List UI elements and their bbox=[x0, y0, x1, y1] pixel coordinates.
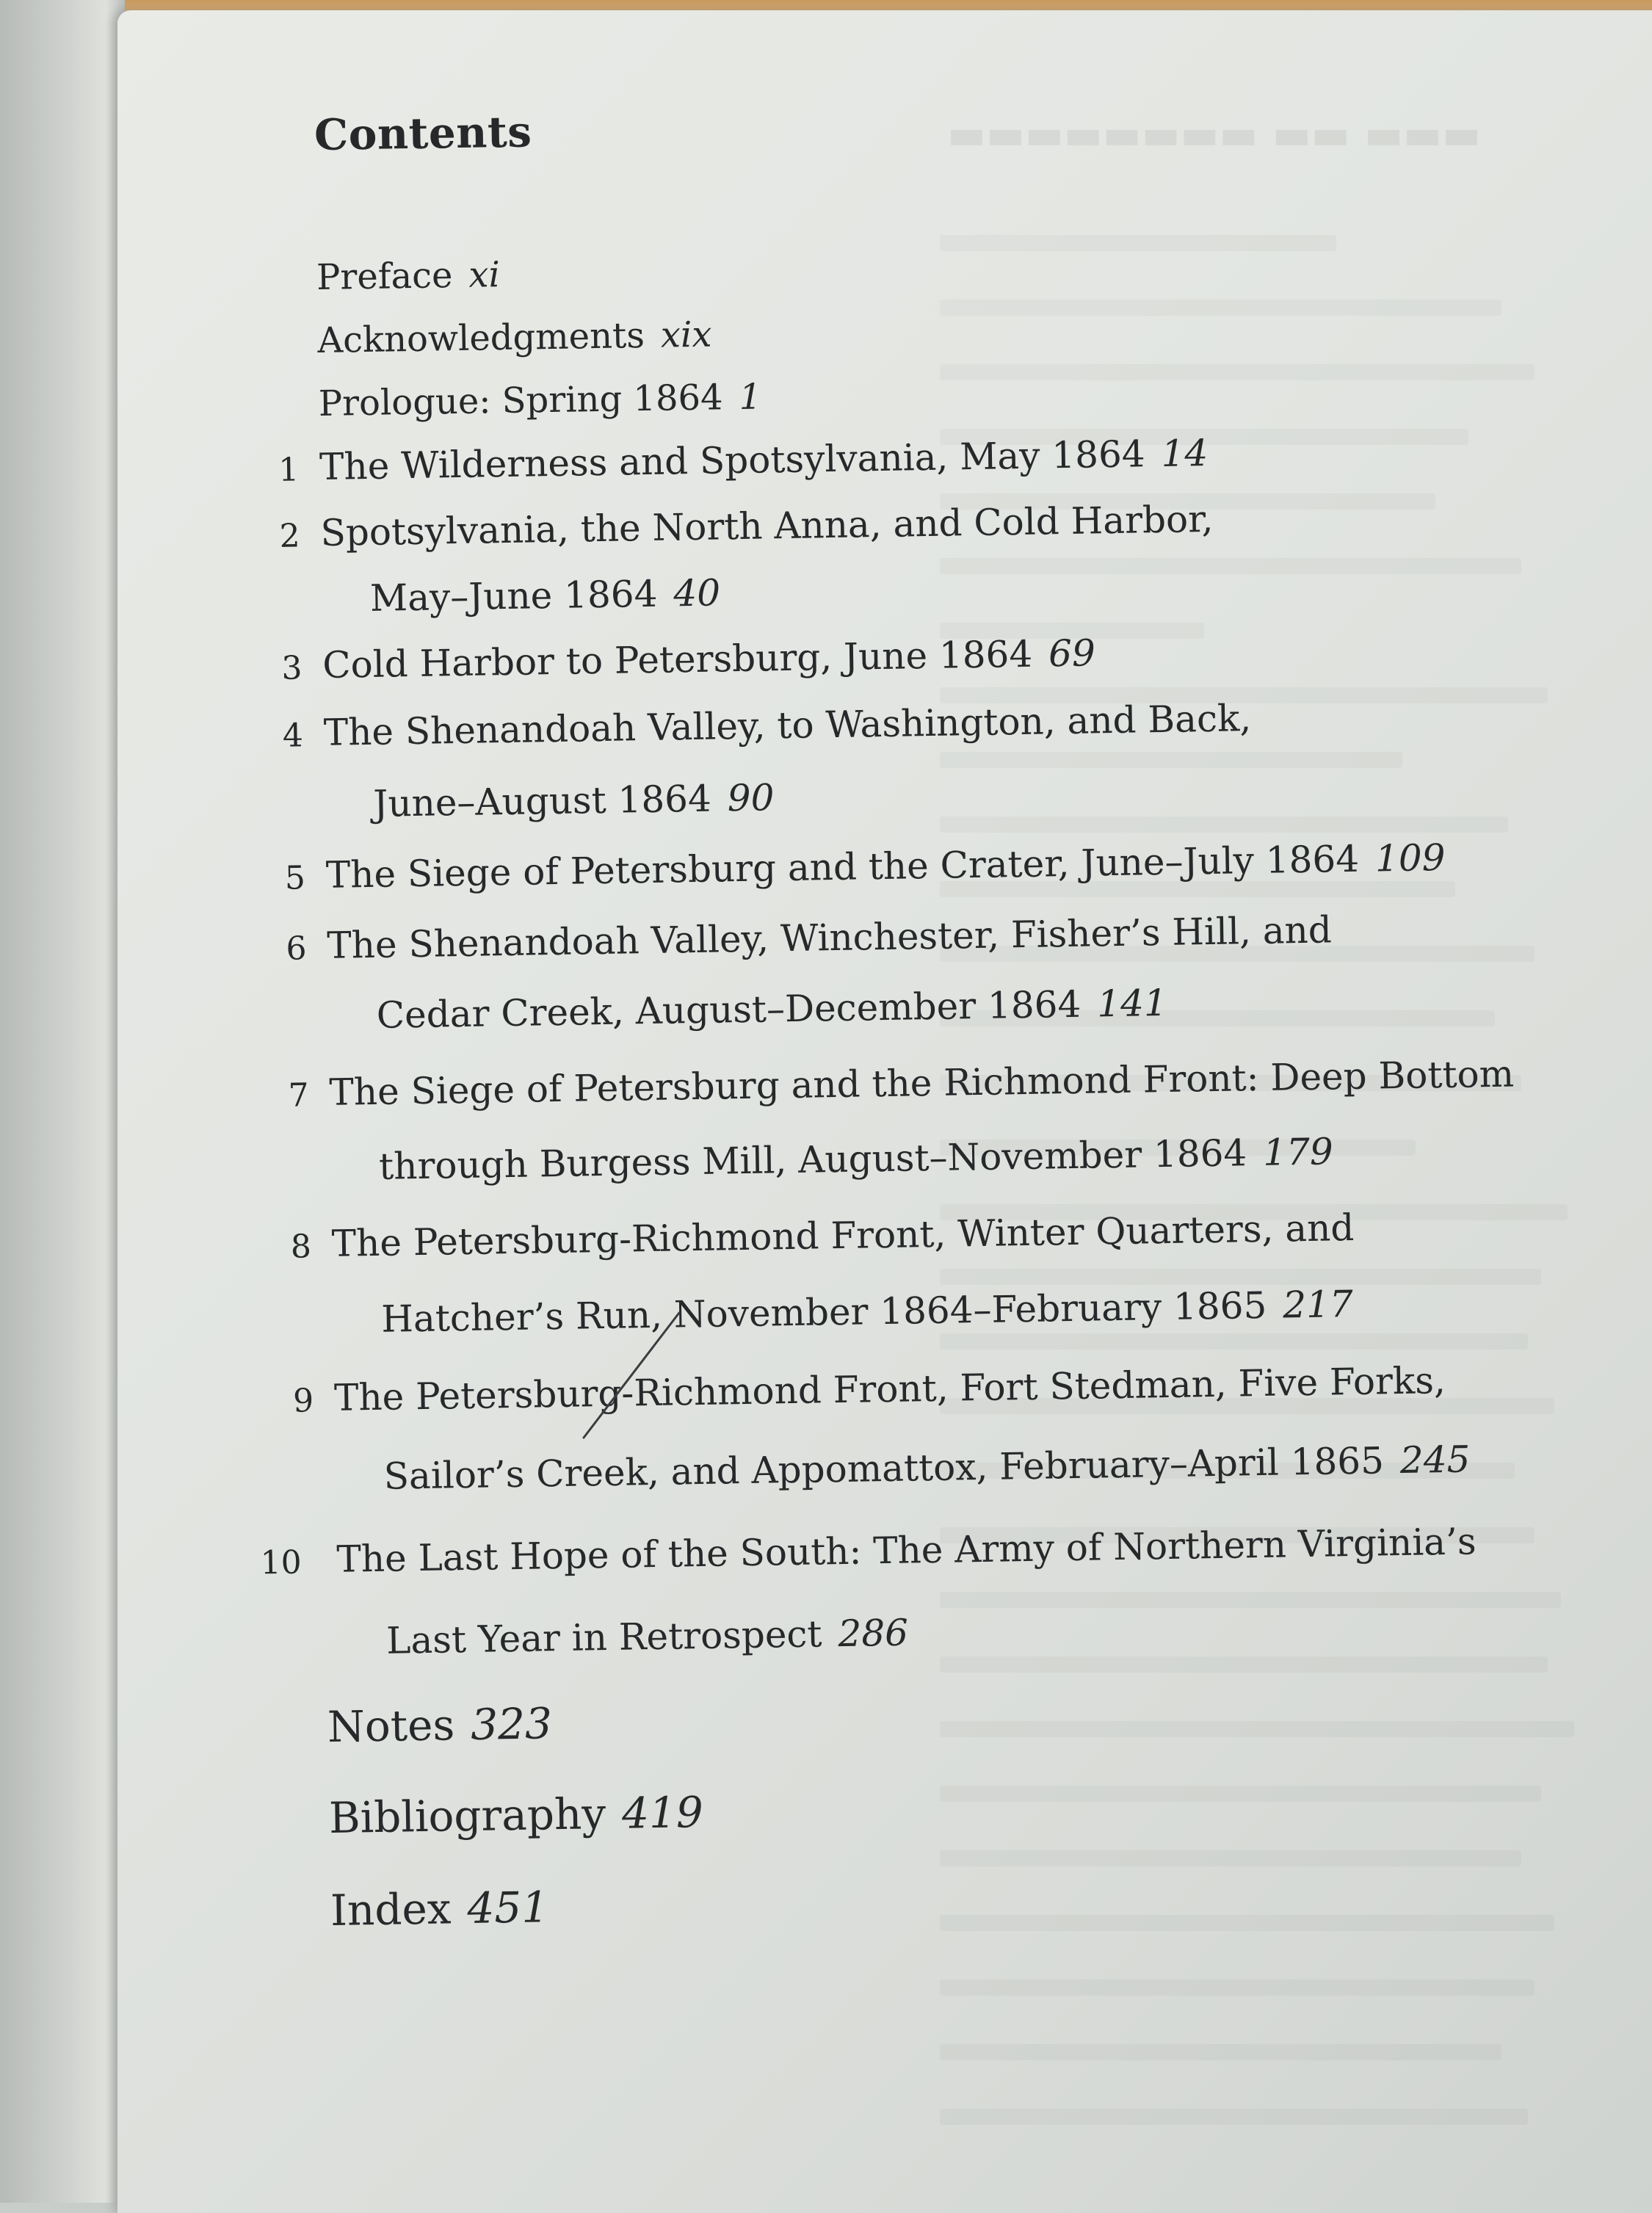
entry-title: May–June 1864 bbox=[369, 572, 658, 620]
show-through-heading: ▬▬▬ ▬▬ ▬▬▬▬▬▬▬▬ bbox=[947, 110, 1481, 159]
entry-page-number: 323 bbox=[470, 1698, 553, 1750]
entry-title: Cedar Creek, August–December 1864 bbox=[376, 982, 1082, 1037]
entry-page-number: xix bbox=[660, 314, 712, 356]
entry-page-number: 179 bbox=[1262, 1130, 1334, 1174]
entry-title: Prologue: Spring 1864 bbox=[318, 377, 724, 424]
chapter-number: 8 bbox=[290, 1228, 312, 1266]
entry-title: The Petersburg-Richmond Front, Winter Quarters, and bbox=[331, 1206, 1355, 1265]
contents-heading: Contents bbox=[314, 106, 532, 161]
entry-title: The Petersburg-Richmond Front, Fort Stedman, Five Forks, bbox=[333, 1359, 1446, 1419]
entry-title: Cold Harbor to Petersburg, June 1864 bbox=[322, 632, 1033, 687]
entry-title: The Siege of Petersburg and the Richmond Front: Deep Bottom bbox=[329, 1052, 1515, 1114]
entry-title: Acknowledgments bbox=[317, 315, 645, 361]
entry-title: Hatcher’s Run, November 1864–February 1865 bbox=[380, 1283, 1267, 1341]
entry-page-number: 217 bbox=[1282, 1283, 1354, 1327]
chapter-number: 2 bbox=[279, 517, 301, 555]
chapter-number: 7 bbox=[288, 1076, 310, 1115]
entry-title: The Shenandoah Valley, Winchester, Fisher’s Hill, and bbox=[326, 908, 1333, 967]
entry-page-number: 286 bbox=[838, 1611, 909, 1656]
entry-page-number: 90 bbox=[727, 776, 775, 820]
entry-page-number: 109 bbox=[1374, 836, 1446, 880]
entry-title: Spotsylvania, the North Anna, and Cold Harbor, bbox=[320, 497, 1214, 554]
entry-page-number: 14 bbox=[1161, 431, 1209, 475]
entry-page-number: xi bbox=[468, 254, 501, 296]
entry-title: The Wilderness and Spotsylvania, May 1864 bbox=[319, 432, 1146, 488]
chapter-number: 5 bbox=[284, 859, 306, 897]
chapter-number: 10 bbox=[260, 1543, 302, 1582]
chapter-number: 9 bbox=[292, 1382, 314, 1420]
entry-title: Notes bbox=[327, 1700, 455, 1753]
entry-page-number: 419 bbox=[621, 1786, 704, 1839]
chapter-number: 3 bbox=[281, 649, 302, 687]
entry-page-number: 69 bbox=[1048, 631, 1096, 676]
entry-title: Preface bbox=[316, 255, 453, 299]
entry-title: The Shenandoah Valley, to Washington, and Back, bbox=[323, 697, 1252, 754]
entry-title: The Siege of Petersburg and the Crater, June–July 1864 bbox=[325, 837, 1360, 897]
entry-page-number: 1 bbox=[739, 376, 762, 418]
chapter-number: 1 bbox=[278, 451, 300, 489]
entry-title: The Last Hope of the South: The Army of Northern Virginia’s bbox=[336, 1520, 1477, 1581]
entry-page-number: 245 bbox=[1399, 1438, 1471, 1482]
entry-page-number: 40 bbox=[673, 571, 721, 615]
chapter-number: 4 bbox=[282, 717, 304, 755]
chapter-number: 6 bbox=[286, 930, 307, 968]
entry-title: Bibliography bbox=[328, 1789, 606, 1843]
entry-title: Last Year in Retrospect bbox=[385, 1612, 822, 1662]
entry-title: Index bbox=[330, 1883, 452, 1935]
entry-title: June–August 1864 bbox=[372, 777, 712, 825]
entry-page-number: 451 bbox=[466, 1882, 549, 1934]
entry-title: Sailor’s Creek, and Appomattox, February–April 1865 bbox=[383, 1439, 1385, 1498]
entry-title: through Burgess Mill, August–November 1864 bbox=[378, 1131, 1247, 1188]
entry-page-number: 141 bbox=[1096, 981, 1168, 1026]
